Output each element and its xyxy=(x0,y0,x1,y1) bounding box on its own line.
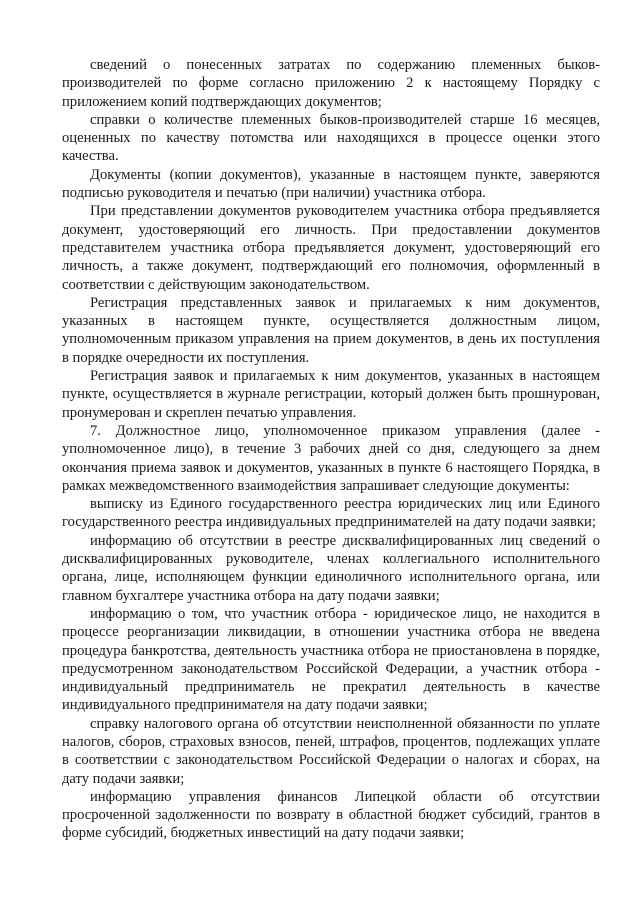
paragraph-documents-certification: Документы (копии документов), указанные в настоящем пункте, заверяются подписью руководителя и печатью (при наличии) участника отбора. xyxy=(62,166,600,202)
paragraph-registration-journal: Регистрация заявок и прилагаемых к ним документов, указанных в настоящем пункте, осуществляется в журнале регистрации, который должен быть прошнурован, пронумерован и скреплен печатью управления. xyxy=(62,368,600,421)
paragraph-bulls-certificate: справки о количестве племенных быков-производителей старше 16 месяцев, оцененных по качеству потомства или находящихся в процессе оценки этого качества. xyxy=(62,111,600,165)
paragraph-disqualified-persons: информацию об отсутствии в реестре дисквалифицированных лиц сведений о дисквалифицированных руководителе, членах коллегиального исполнительного органа, лице, исполняющем функции единоличного исполнительного органа, или главном бухгалтере участника отбора на дату подачи заявки; xyxy=(62,532,600,604)
paragraph-egrul-extract: выписку из Единого государственного реестра юридических лиц или Единого государственного реестра индивидуальных предпринимателей на дату подачи заявки; xyxy=(62,496,600,531)
paragraph-costs-info: сведений о понесенных затратах по содержанию племенных быков-производителей по форме согласно приложению 2 к настоящему Порядку с приложением копий подтверждающих документов; xyxy=(62,57,600,110)
paragraph-reorganization-info: информацию о том, что участник отбора - юридическое лицо, не находится в процессе реорганизации ликвидации, в отношении участника отбора не введена процедура банкротства, деятельность участника отбора не приостановлена в порядке, предусмотренном законодательством Российской Федерации, а участник отбора - индивидуальный предприниматель не прекратил деятельность в качестве индивидуального предпринимателя на дату подачи заявки; xyxy=(62,605,600,714)
document-body xyxy=(62,56,600,843)
paragraph-identity-documents: При представлении документов руководителем участника отбора предъявляется документ, удостоверяющий его личность. При предоставлении документов представителем участника отбора предъявляется документ, удостоверяющий его личность, а также документ, подтверждающий его полномочия, оформленный в соответствии с действующим законодательством. xyxy=(62,203,600,293)
paragraph-item-7: 7. Должностное лицо, уполномоченное приказом управления (далее - уполномоченное лицо), в течение 3 рабочих дней со дня, следующего за днем окончания приема заявок и документов, указанных в пункте 6 настоящего Порядка, в рамках межведомственного взаимодействия запрашивает следующие документы: xyxy=(62,422,600,494)
paragraph-registration-officer: Регистрация представленных заявок и прилагаемых к ним документов, указанных в настоящем пункте, осуществляется должностным лицом, уполномоченным приказом управления на прием документов, в день их поступления в порядке очередности их поступления. xyxy=(62,294,600,366)
paragraph-tax-certificate: справку налогового органа об отсутствии неисполненной обязанности по уплате налогов, сборов, страховых взносов, пеней, штрафов, процентов, подлежащих уплате в соответствии с законодательством Российской Федерации о налогах и сборах, на дату подачи заявки; xyxy=(62,715,600,787)
paragraph-finance-debt-info: информацию управления финансов Липецкой области об отсутствии просроченной задолженности по возврату в областной бюджет субсидий, грантов в форме субсидий, бюджетных инвестиций на дату подачи заявки; xyxy=(62,788,600,842)
